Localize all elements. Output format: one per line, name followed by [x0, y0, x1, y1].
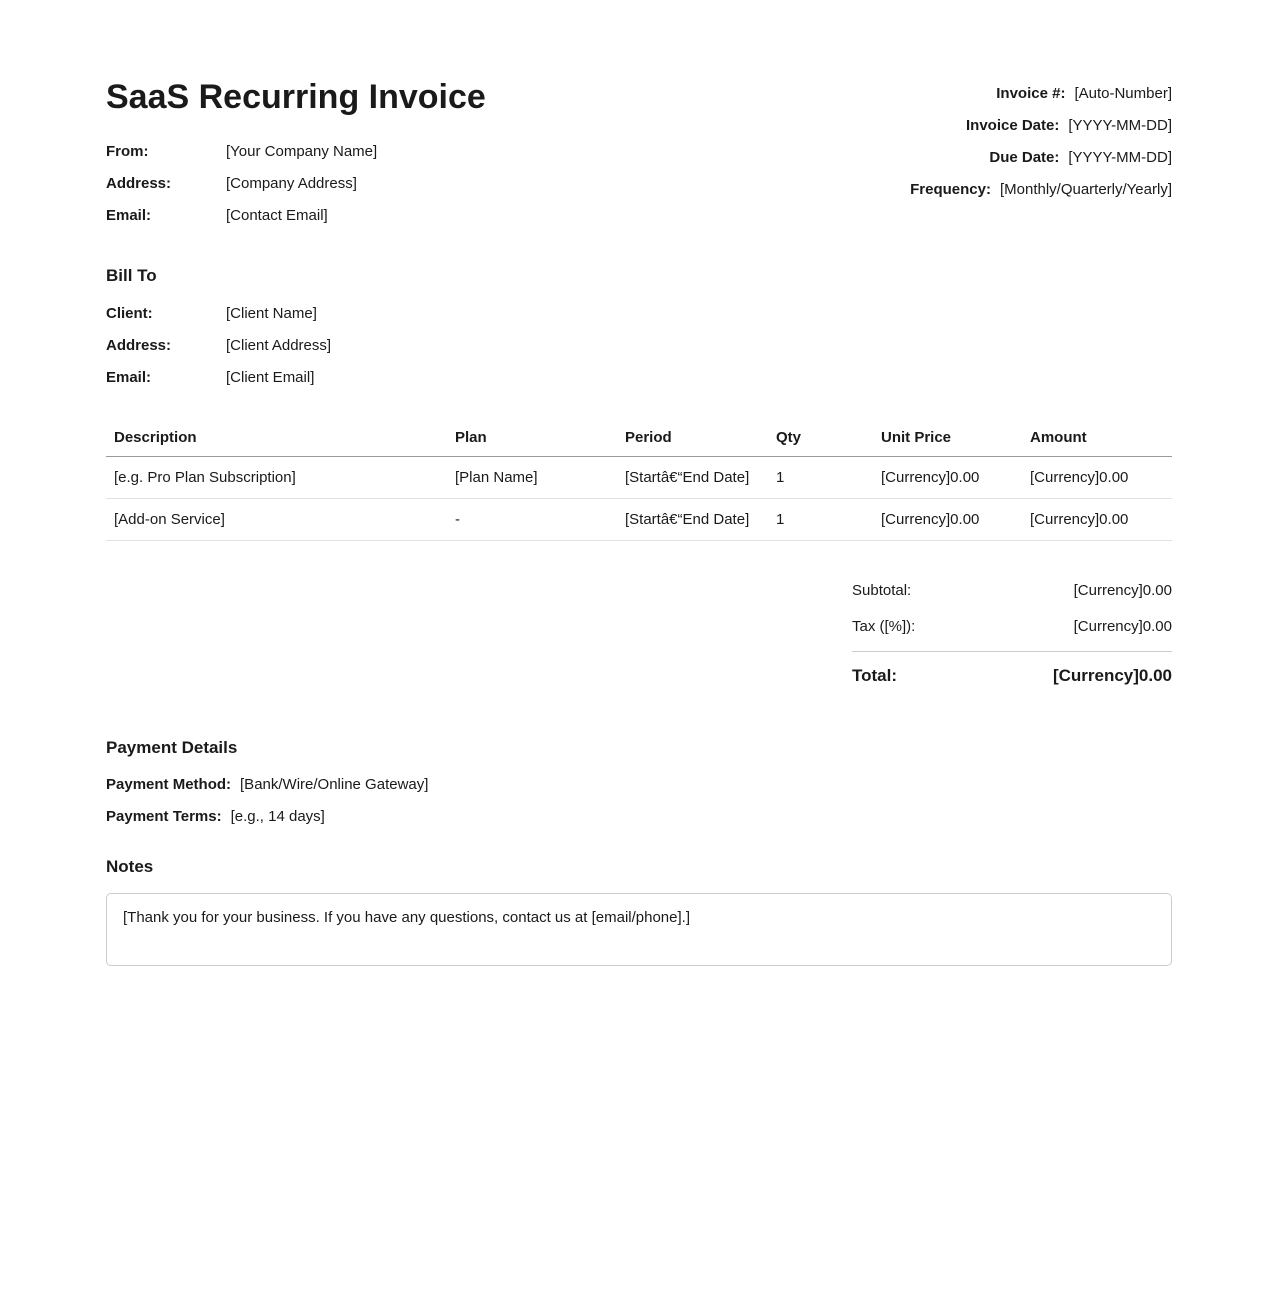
- from-address-value: [Company Address]: [226, 175, 357, 192]
- table-header-row: [106, 420, 1172, 456]
- bill-to-block: [106, 298, 1172, 394]
- tax-row: [852, 611, 1172, 643]
- from-address-row: [106, 168, 486, 200]
- client-address-row: [106, 330, 1172, 362]
- total-value: [Currency]0.00: [1052, 665, 1172, 685]
- col-plan: Plan: [455, 420, 625, 456]
- client-label: Client:: [106, 305, 153, 322]
- client-email-value: [Client Email]: [226, 369, 315, 386]
- line-items-table: [106, 420, 1172, 541]
- from-email-row: [106, 200, 486, 232]
- due-date-row: [910, 142, 1172, 174]
- cell-amount: [Currency]0.00: [1030, 456, 1172, 498]
- invoice-number-value: [Auto-Number]: [1074, 85, 1172, 102]
- cell-qty: 1: [776, 498, 881, 540]
- payment-method-label: Payment Method:: [106, 775, 232, 793]
- frequency-row: [910, 174, 1172, 206]
- cell-plan: [Plan Name]: [455, 456, 625, 498]
- notes-text: [Thank you for your business. If you have any questions, contact us at [email/phone].]: [123, 908, 690, 926]
- invoice-date-row: [910, 110, 1172, 142]
- bill-to-heading: Bill To: [106, 266, 157, 285]
- frequency-label: Frequency:: [910, 181, 991, 198]
- from-address-label: Address:: [106, 175, 172, 192]
- from-row: [106, 136, 486, 168]
- from-block: [106, 136, 486, 232]
- cell-plan: -: [455, 498, 625, 540]
- col-description: Description: [106, 420, 455, 456]
- totals-divider: [852, 651, 1172, 652]
- col-amount: Amount: [1030, 420, 1172, 456]
- cell-amount: [Currency]0.00: [1030, 498, 1172, 540]
- cell-period: [Startâ€“End Date]: [625, 456, 776, 498]
- from-value: [Your Company Name]: [226, 143, 378, 160]
- total-row: [852, 659, 1172, 693]
- client-row: [106, 298, 1172, 330]
- notes-heading: Notes: [106, 856, 154, 876]
- from-email-value: [Contact Email]: [226, 207, 328, 224]
- cell-description: [e.g. Pro Plan Subscription]: [106, 456, 455, 498]
- notes-box: [106, 893, 1172, 966]
- subtotal-row: [852, 575, 1172, 607]
- client-value: [Client Name]: [226, 305, 317, 322]
- client-email-row: [106, 362, 1172, 394]
- table-row: [106, 456, 1172, 498]
- cell-period: [Startâ€“End Date]: [625, 498, 776, 540]
- total-label: Total:: [852, 665, 898, 685]
- invoice-number-label: Invoice #:: [996, 85, 1066, 102]
- tax-label: Tax ([%]):: [852, 617, 916, 635]
- invoice-header: [106, 78, 1172, 232]
- payment-terms-row: [106, 801, 1172, 833]
- invoice-date-value: [YYYY-MM-DD]: [1068, 117, 1172, 134]
- invoice-number-row: [910, 78, 1172, 110]
- due-date-label: Due Date:: [989, 149, 1060, 166]
- subtotal-label: Subtotal:: [852, 581, 912, 599]
- cell-unit-price: [Currency]0.00: [881, 456, 1030, 498]
- payment-method-value: [Bank/Wire/Online Gateway]: [240, 775, 429, 793]
- client-address-value: [Client Address]: [226, 337, 332, 354]
- totals-block: [852, 575, 1172, 693]
- client-email-label: Email:: [106, 369, 152, 386]
- payment-method-row: [106, 769, 1172, 801]
- cell-qty: 1: [776, 456, 881, 498]
- col-unit-price: Unit Price: [881, 420, 1030, 456]
- invoice-meta: [910, 78, 1172, 206]
- payment-terms-value: [e.g., 14 days]: [230, 807, 325, 825]
- client-address-label: Address:: [106, 337, 172, 354]
- subtotal-value: [Currency]0.00: [1073, 581, 1172, 599]
- table-row: [106, 498, 1172, 540]
- col-qty: Qty: [776, 420, 881, 456]
- due-date-value: [YYYY-MM-DD]: [1068, 149, 1172, 166]
- invoice-date-label: Invoice Date:: [966, 117, 1060, 134]
- frequency-value: [Monthly/Quarterly/Yearly]: [999, 181, 1172, 198]
- header-left: [106, 78, 486, 232]
- from-label: From:: [106, 143, 149, 160]
- cell-unit-price: [Currency]0.00: [881, 498, 1030, 540]
- cell-description: [Add-on Service]: [106, 498, 455, 540]
- payment-details-heading: Payment Details: [106, 737, 238, 757]
- page-title: SaaS Recurring Invoice: [106, 78, 486, 116]
- from-email-label: Email:: [106, 207, 152, 224]
- tax-value: [Currency]0.00: [1073, 617, 1172, 635]
- payment-terms-label: Payment Terms:: [106, 807, 222, 825]
- col-period: Period: [625, 420, 776, 456]
- payment-details-block: [106, 769, 1172, 833]
